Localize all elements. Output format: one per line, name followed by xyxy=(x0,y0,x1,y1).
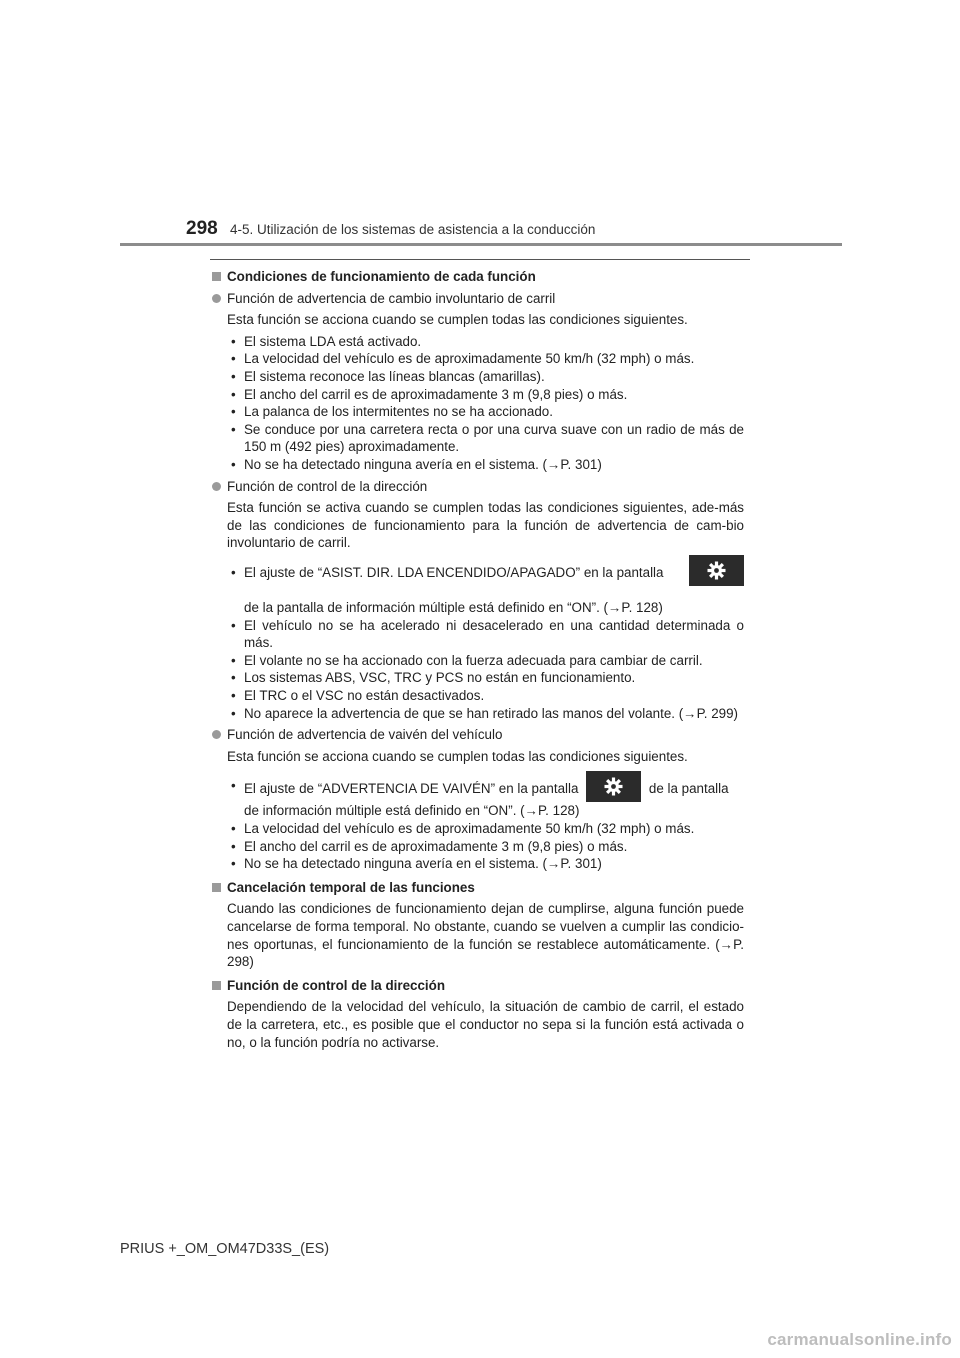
circle-bullet-icon xyxy=(212,482,221,491)
list-item xyxy=(227,564,744,617)
section-heading xyxy=(210,879,744,897)
list-item: • El ancho del carril es de aproximadamente 3 m (9,8 pies) o más. xyxy=(227,386,744,404)
settings-gear-icon xyxy=(689,555,744,586)
list-item xyxy=(227,777,744,820)
list-item: • La palanca de los intermitentes no se ha accionado. xyxy=(227,403,744,421)
list-item: • Los sistemas ABS, VSC, TRC y PCS no están en funcionamiento. xyxy=(227,669,744,687)
circle-bullet-icon xyxy=(212,730,221,739)
list-item: • El sistema reconoce las líneas blancas (amarillas). xyxy=(227,368,744,386)
heading-text: Condiciones de funcionamiento de cada función xyxy=(227,269,536,284)
subsection-heading xyxy=(210,290,744,308)
bullet-list xyxy=(210,777,744,872)
list-item-text: de la pantalla de información múltiple está definido en “ON”. (→P. 128) xyxy=(244,600,663,616)
list-item: • No se ha detectado ninguna avería en el sistema. (→P. 301) xyxy=(227,456,744,474)
bullet-list xyxy=(210,564,744,722)
bullet-list xyxy=(210,333,744,474)
list-item: • El volante no se ha accionado con la fuerza adecuada para cambiar de carril. xyxy=(227,652,744,670)
square-bullet-icon xyxy=(212,272,221,281)
list-item-text: El ajuste de “ASIST. DIR. LDA ENCENDIDO/APAGADO” en la pantalla xyxy=(244,564,664,580)
list-item-text: de información múltiple está definido en “ON”. (→P. 128) xyxy=(244,803,580,819)
watermark: carmanualsonline.info xyxy=(767,1330,952,1349)
square-bullet-icon xyxy=(212,981,221,990)
page-content xyxy=(210,268,744,1051)
circle-bullet-icon xyxy=(212,294,221,303)
heading-text: Función de control de la dirección xyxy=(227,977,445,993)
document-code: PRIUS +_OM_OM47D33S_(ES) xyxy=(120,1241,330,1257)
section-heading xyxy=(210,268,744,286)
list-item: • No se ha detectado ninguna avería en el sistema. (→P. 301) xyxy=(227,855,744,873)
subheading-text: Función de advertencia de vaivén del vehículo xyxy=(227,727,503,743)
section-heading xyxy=(210,977,744,995)
subheading-text: Función de advertencia de cambio involuntario de carril xyxy=(227,290,556,306)
page-number: 298 xyxy=(186,218,218,239)
list-item: • La velocidad del vehículo es de aproximadamente 50 km/h (32 mph) o más. xyxy=(227,820,744,838)
list-item-text: de la pantalla xyxy=(648,781,729,797)
list-item: • No aparece la advertencia de que se han retirado las manos del volante. (→P. 299) xyxy=(227,705,744,723)
list-item: • El TRC o el VSC no están desactivados. xyxy=(227,687,744,705)
list-item: • El vehículo no se ha acelerado ni desacelerado en una cantidad determinada o más. xyxy=(227,617,744,652)
list-item: • Se conduce por una carretera recta o por una curva suave con un radio de más de 150 m (492 pies) aproximadamente. xyxy=(227,421,744,456)
paragraph: Esta función se acciona cuando se cumplen todas las condiciones siguientes. xyxy=(227,312,688,328)
paragraph: Dependiendo de la velocidad del vehículo, la situación de cambio de carril, el estado de la carretera, etc., es posible que el conductor no sepa si la función está activada o no, o la función podría no activarse. xyxy=(227,999,744,1050)
subsection-heading xyxy=(210,478,744,496)
list-item: • El ancho del carril es de aproximadamente 3 m (9,8 pies) o más. xyxy=(227,838,744,856)
paragraph: Esta función se acciona cuando se cumplen todas las condiciones siguientes. xyxy=(227,748,688,764)
paragraph: Cuando las condiciones de funcionamiento dejan de cumplirse, alguna función puede cancelarse de forma temporal. No obstante, cuando se vuelven a cumplir las condicio-nes oportunas, el funcionamiento de la función se restablece automáticamente. (→P. 298) xyxy=(227,901,744,970)
subsection-heading xyxy=(210,726,744,744)
list-item-text: El ajuste de “ADVERTENCIA DE VAIVÉN” en la pantalla xyxy=(244,781,579,797)
section-divider xyxy=(210,259,750,260)
heading-text: Cancelación temporal de las funciones xyxy=(227,879,475,895)
paragraph: Esta función se activa cuando se cumplen todas las condiciones siguientes, ade-más de las condiciones de funcionamiento para la función de advertencia de cam-bio involuntario de carril. xyxy=(227,500,744,551)
chapter-title: 4-5. Utilización de los sistemas de asistencia a la conducción xyxy=(230,222,596,237)
header-rule xyxy=(120,243,842,246)
settings-gear-icon xyxy=(586,771,641,802)
square-bullet-icon xyxy=(212,883,221,892)
list-item: • El sistema LDA está activado. xyxy=(227,333,744,351)
list-item: • La velocidad del vehículo es de aproximadamente 50 km/h (32 mph) o más. xyxy=(227,350,744,368)
subheading-text: Función de control de la dirección xyxy=(227,478,428,494)
